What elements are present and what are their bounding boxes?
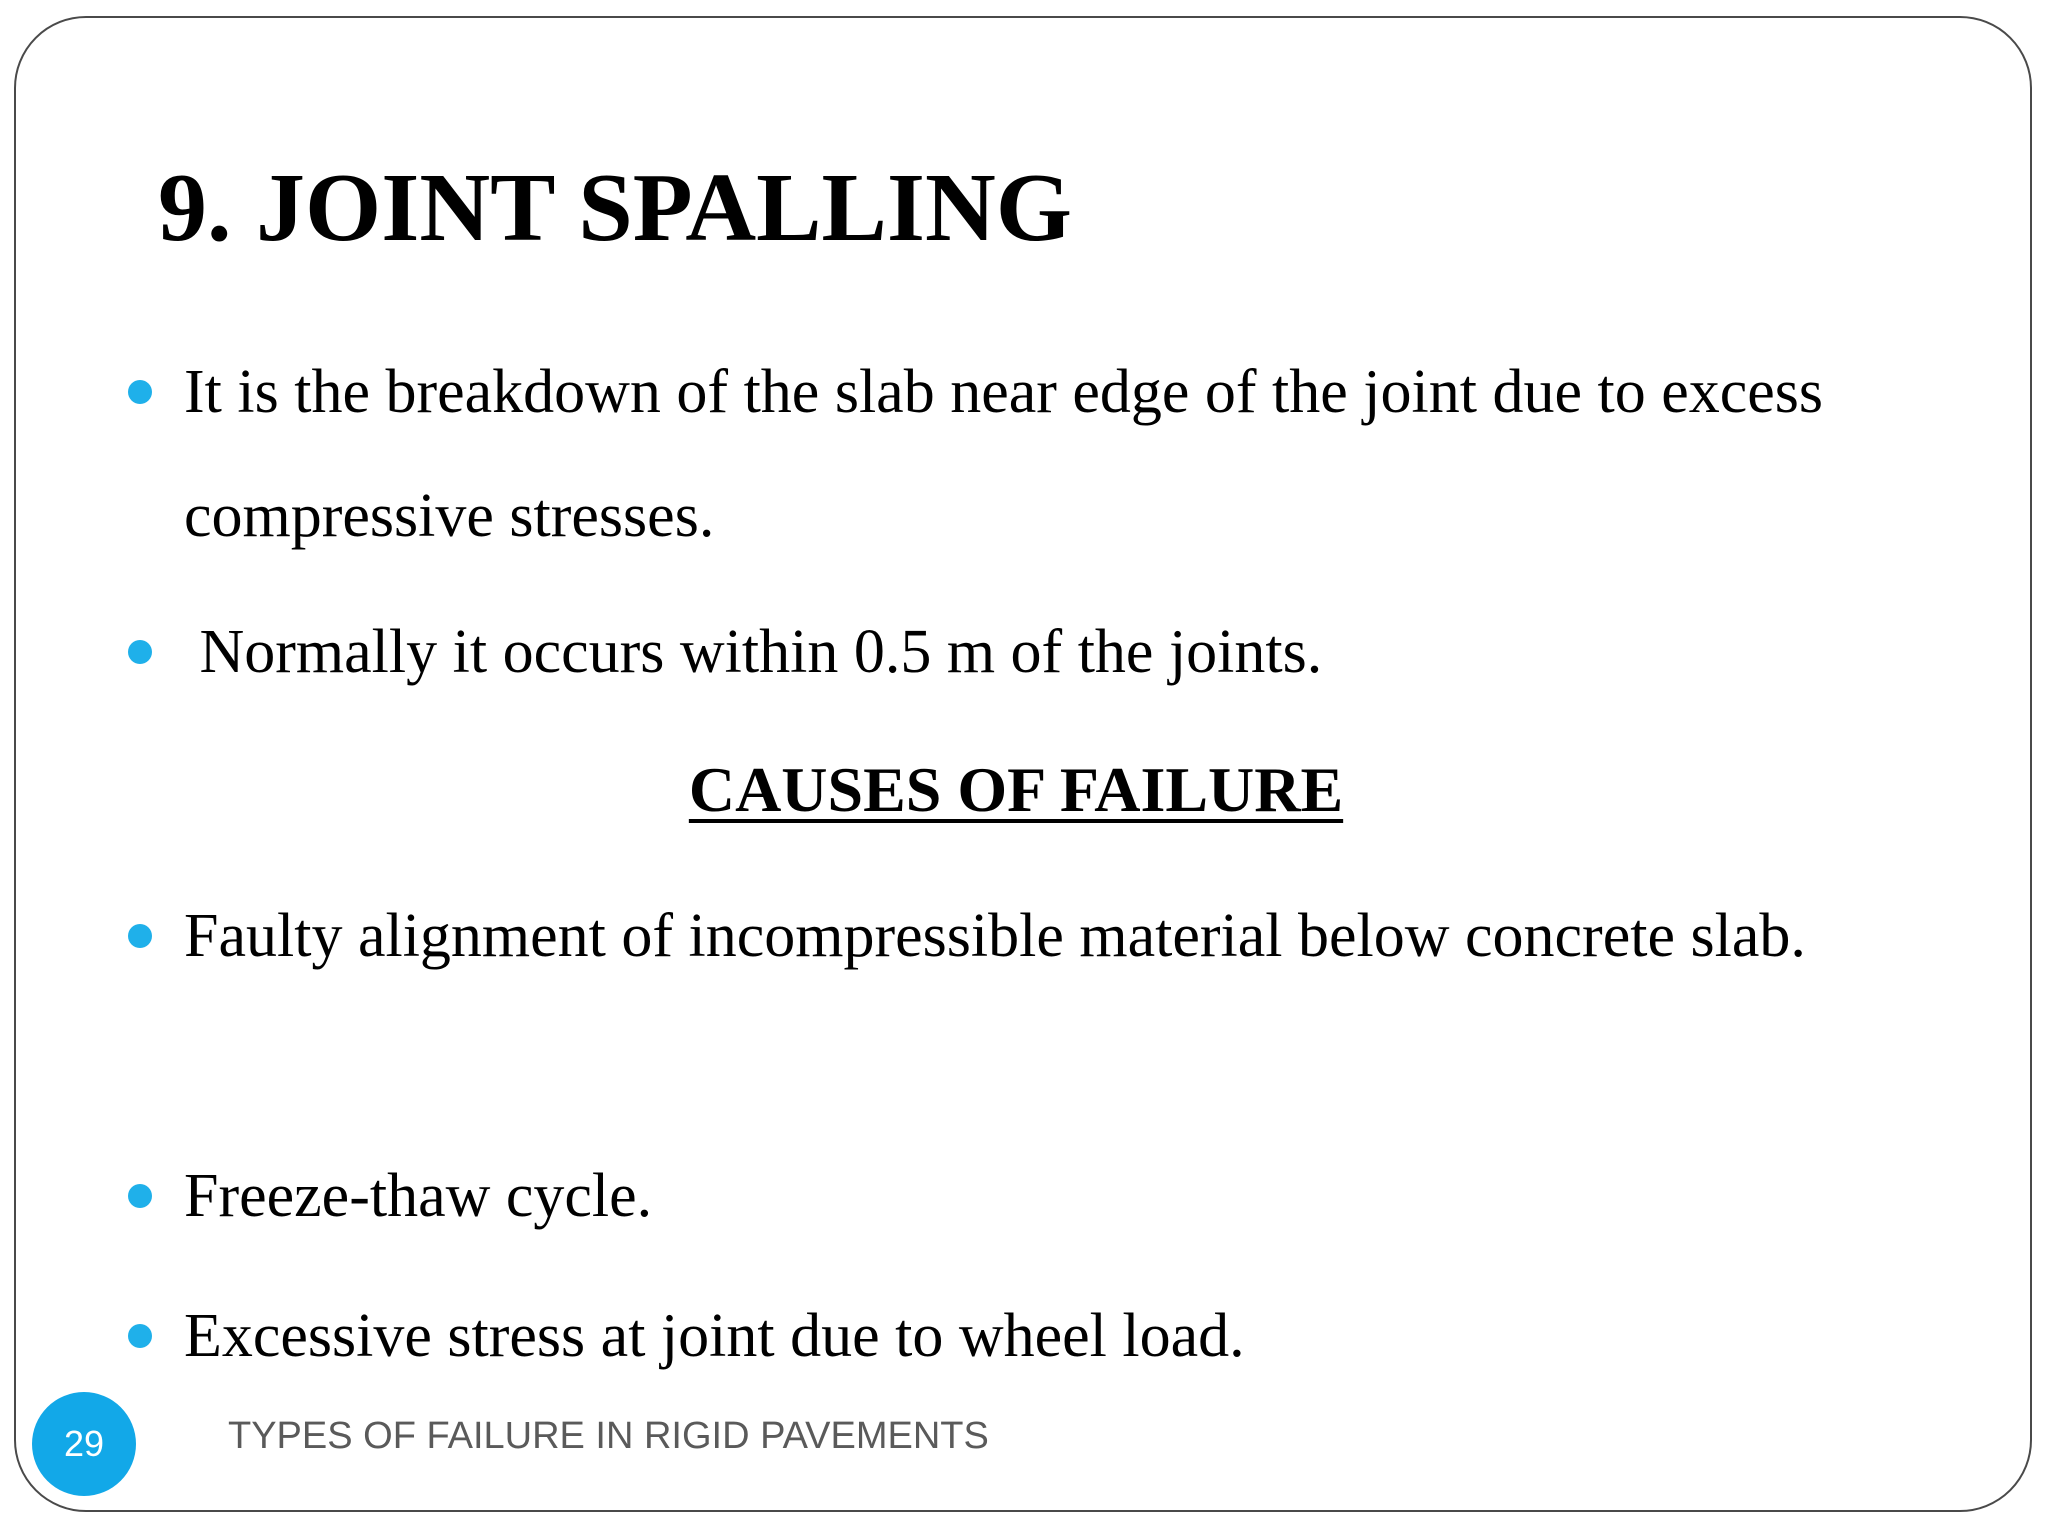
section-heading [0, 748, 2032, 832]
slide-title: 9. JOINT SPALLING [158, 154, 1072, 262]
bullet-dot-icon [128, 640, 152, 664]
footer-caption: TYPES OF FAILURE IN RIGID PAVEMENTS [228, 1415, 989, 1457]
bullet-text: It is the breakdown of the slab near edge of the joint due to excess compressive stresses. [184, 358, 1824, 550]
bullet-text: Freeze-thaw cycle. [184, 1162, 653, 1230]
bullet-text: Excessive stress at joint due to wheel load. [184, 1302, 1245, 1370]
section-heading-text: CAUSES OF FAILURE [688, 754, 1344, 825]
bullet-dot-icon [128, 380, 152, 404]
bullet-text: Faulty alignment of incompressible material below concrete slab. [184, 902, 1806, 970]
bullet-text: Normally it occurs within 0.5 m of the joints. [184, 618, 1323, 686]
bullet-dot-icon [128, 924, 152, 948]
bullet-dot-icon [128, 1324, 152, 1348]
page-number-badge: 29 [32, 1392, 136, 1496]
bullet-dot-icon [128, 1184, 152, 1208]
